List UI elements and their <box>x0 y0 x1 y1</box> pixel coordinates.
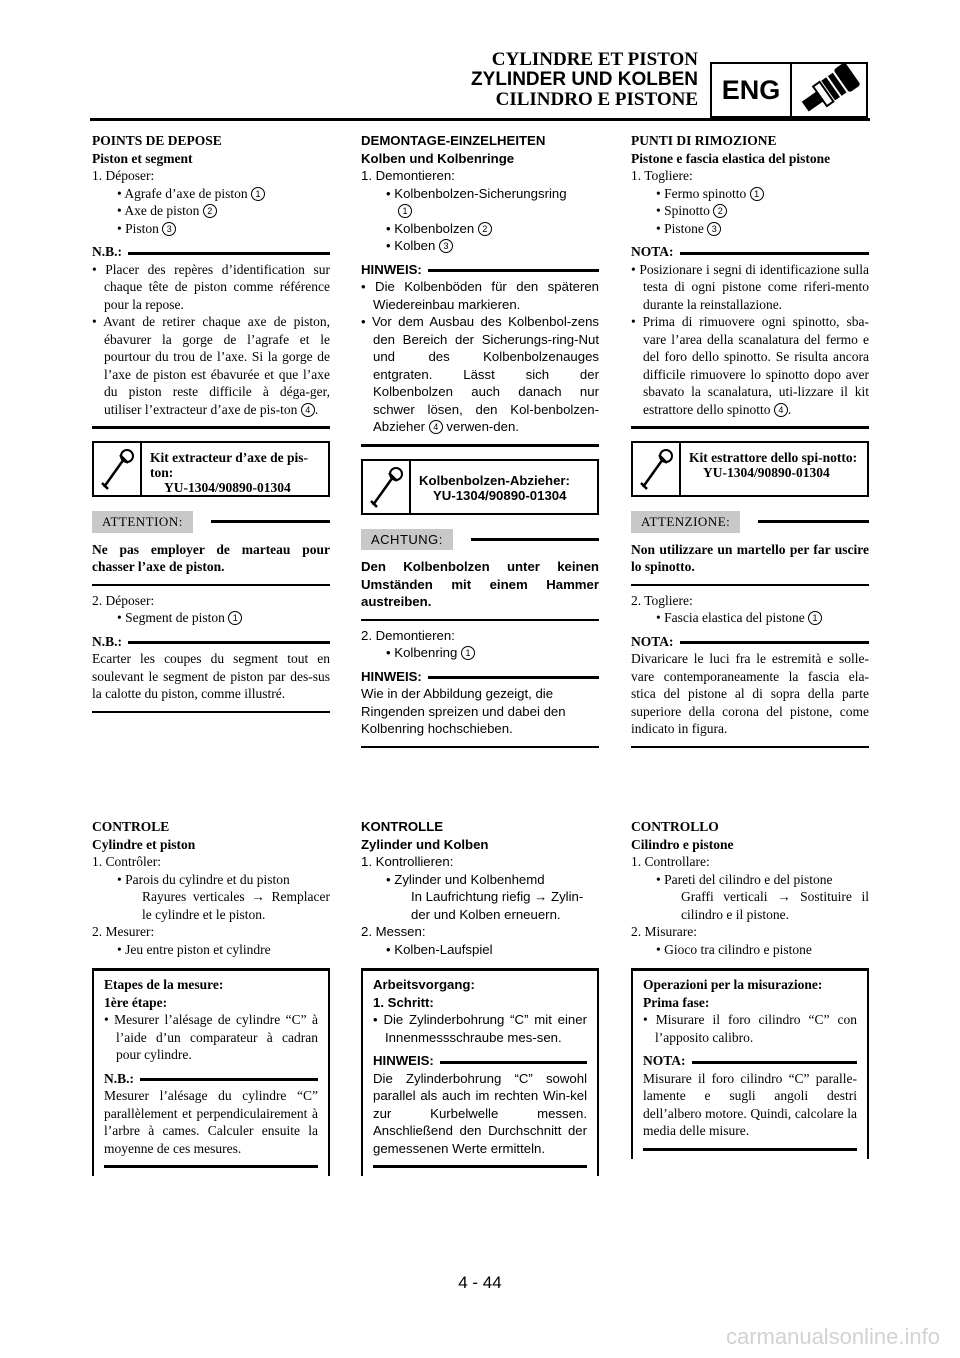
note-text: Mesurer l’alésage du cylindre “C” parallèlement et perpendiculairement à l’arbre à cames. Calculer ensuite la moyenne de ces mesures. <box>104 1088 318 1156</box>
section-subtitle: Pistone e fascia elastica del pistone <box>631 150 831 166</box>
note-label: NOTA: <box>631 633 674 649</box>
tool-part-number: YU-1304/90890-01304 <box>703 465 830 480</box>
section-subtitle: Kolben und Kolbenringe <box>361 150 515 166</box>
list-item-detail: In Laufrichtung riefig → Zylin-der und Kolben erneuern. <box>411 889 584 922</box>
caution-text: Ne pas employer de marteau pour chasser l’axe de piston. <box>92 541 330 574</box>
tool-name: Kit extracteur d’axe de pis-ton: <box>150 450 308 480</box>
procedure-box: Operazioni per la misurazione: Prima fase: • Misurare il foro cilindro “C” con l’apposito calibro. NOTA: Misurare il foro cilindro “C” paralle-lamente e sugli angoli destri dell’albero motore. Quindi, calcolare la media delle misure. <box>631 970 869 1159</box>
list-item: Segment de piston <box>125 610 225 625</box>
step-2: 2. Misurare: <box>631 924 697 939</box>
callout-2: 2 <box>478 222 492 236</box>
caution-header <box>361 529 599 551</box>
procedure-box: Arbeitsvorgang: 1. Schritt: • Die Zylinderbohrung “C” mit einer Innenmessschraube mes-sen. HINWEIS: Die Zylinderbohrung “C” sowohl parallel als auch im rechten Win-kel zur Kurbelwelle messen. Anschließend den Durchschnitt der gemessenen Werte ermitteln. <box>361 970 599 1176</box>
note-text: Posizionare i segni di identificazione sulla testa di ogni pistone come riferi-mento durante la reinstallazione. <box>639 261 869 312</box>
section-badge <box>710 62 868 118</box>
wrench-icon <box>633 443 681 495</box>
eng-label: ENG <box>712 64 792 116</box>
box-title: Etapes de la mesure: <box>104 977 224 992</box>
list-item: Pareti del cilindro e del pistone <box>664 871 833 887</box>
section-title: KONTROLLE <box>361 819 444 834</box>
column-de-removal: DEMONTAGE-EINZELHEITEN Kolben und Kolbenringe 1. Demontieren: • Kolbenbolzen-Sicherungsring 1 • Kolbenbolzen 2 • Kolben 3 HINWEIS: • Die Kolbenböden für den späteren Wiedereinbau markieren. • Vor dem Ausbau des Kolbenbol-zens den Bereich der Sicherungs-ring-Nut und des Kolbenbolzenauges entgraten. Lässt sich der Kolbenbolzen auch danach nur schwer lösen, den Kol-benbolzen-Abzieher 4 verwen-den. Kolbenbolzen-Abzieher: YU-1304/90890-01304 ACHTUNG: Den Kolbenbolzen unter keinen Umständen mit einem Hammer austreiben. 2. Demontieren: • Kolbenring 1 HINWEIS: Wie in der Abbildung gezeigt, die Ringenden spreizen und dabei den Kolbenring hochschieben. <box>361 132 599 754</box>
box-title: Operazioni per la misurazione: <box>643 977 823 992</box>
note-header <box>643 1052 857 1070</box>
note-text: Die Zylinderbohrung “C” sowohl parallel als auch im rechten Win-kel zur Kurbelwelle messen. Anschließend den Durchschnitt der gemessenen Werte ermitteln. <box>373 1070 587 1156</box>
step-2: 2. Mesurer: <box>92 924 155 939</box>
note-header <box>361 261 599 279</box>
section-title: PUNTI DI RIMOZIONE <box>631 133 777 148</box>
note-label: HINWEIS: <box>373 1053 434 1068</box>
title-de: ZYLINDER UND KOLBEN <box>471 69 698 90</box>
note-header <box>92 633 330 651</box>
note-text: Divaricare le luci fra le estremità e solle-vare contemporaneamente la fascia ela-stica del pistone al di sopra della parte superiore della corona del pistone, come indicato in figura. <box>631 651 869 736</box>
callout-2: 2 <box>203 204 217 218</box>
tool-part-number: YU-1304/90890-01304 <box>164 480 291 495</box>
header-rule <box>90 118 870 121</box>
title-it: CILINDRO E PISTONE <box>495 89 698 110</box>
callout-1: 1 <box>750 187 764 201</box>
section-subtitle: Piston et segment <box>92 150 193 166</box>
callout-4: 4 <box>301 403 315 417</box>
note-label: HINWEIS: <box>361 261 422 277</box>
box-subtitle: 1ère étape: <box>104 994 168 1010</box>
caution-header <box>92 511 330 533</box>
list-item: Gioco tra cilindro e pistone <box>664 941 812 957</box>
list-item-detail: Rayures verticales → Remplacer le cylindre et le piston. <box>142 889 330 922</box>
step-1: 1. Demontieren: <box>361 168 455 183</box>
wrench-icon <box>363 461 411 513</box>
wrench-icon <box>94 443 142 495</box>
title-fr: CYLINDRE ET PISTON <box>491 49 698 70</box>
section-title: CONTROLLO <box>631 819 719 834</box>
step-1: 1. Déposer: <box>92 168 155 183</box>
caution-badge: ACHTUNG: <box>361 529 453 551</box>
step-1: 1. Controllare: <box>631 854 710 869</box>
list-item: Spinotto <box>664 203 710 218</box>
callout-3: 3 <box>162 222 176 236</box>
step-2: 2. Demontieren: <box>361 627 455 643</box>
special-tool-box <box>361 459 599 515</box>
caution-header <box>631 511 869 533</box>
note-text: Placer des repères d’identification sur chaque tête de piston comme référence pour la repose. <box>104 261 330 312</box>
list-item: Jeu entre piston et cylindre <box>125 941 271 957</box>
note-text: Wie in der Abbildung gezeigt, die Ringenden spreizen und dabei den Kolbenring hochschieben. <box>361 686 566 736</box>
list-item: Kolben <box>394 238 436 253</box>
note-label: NOTA: <box>643 1053 686 1068</box>
list-item: Parois du cylindre et du piston <box>125 871 290 887</box>
list-item-detail: Graffi verticali → Sostituire il cilindro e il pistone. <box>681 889 869 922</box>
note-label: N.B.: <box>92 244 122 259</box>
column-de-inspection: KONTROLLE Zylinder und Kolben 1. Kontrollieren: • Zylinder und Kolbenhemd In Laufrichtung riefig → Zylin-der und Kolben erneuern. 2. Messen: • Kolben-Laufspiel Arbeitsvorgang: 1. Schritt: • Die Zylinderbohrung “C” mit einer Innenmessschraube mes-sen. HINWEIS: Die Zylinderbohrung “C” sowohl parallel als auch im rechten Win-kel zur Kurbelwelle messen. Anschließend den Durchschnitt der gemessenen Werte ermitteln. <box>361 818 599 1176</box>
note-header <box>361 668 599 686</box>
box-title: Arbeitsvorgang: <box>373 977 475 992</box>
section-title: DEMONTAGE-EINZELHEITEN <box>361 133 546 148</box>
callout-3: 3 <box>439 239 453 253</box>
note-label: NOTA: <box>631 244 674 259</box>
step-2: 2. Messen: <box>361 924 426 939</box>
caution-text: Non utilizzare un martello per far uscire lo spinotto. <box>631 541 869 574</box>
list-item: Pistone <box>664 220 704 236</box>
list-item: Zylinder und Kolbenhemd <box>394 871 545 887</box>
note-text: Ecarter les coupes du segment tout en soulevant le segment de piston par des-sus la calotte du piston, comme illustré. <box>92 651 330 701</box>
list-item: Fermo spinotto <box>664 185 747 201</box>
list-item: Kolbenring <box>394 645 458 660</box>
note-header <box>104 1070 318 1088</box>
section-title: CONTROLE <box>92 819 170 834</box>
note-text: Avant de retirer chaque axe de piston, ébavurer la gorge de l’agrafe et le pourtour du trou de l’axe. Si la gorge de l’axe de piston est ébavurée et que l’axe du piston reste difficile à déga-ger, utiliser l’extracteur d’axe de pis-ton <box>103 314 330 417</box>
list-item: Kolbenbolzen-Sicherungsring <box>394 185 567 201</box>
header-titles <box>471 50 698 110</box>
callout-3: 3 <box>707 222 721 236</box>
callout-1: 1 <box>251 187 265 201</box>
note-text: Die Kolbenböden für den späteren Wiedereinbau markieren. <box>373 279 599 312</box>
tool-name: Kolbenbolzen-Abzieher: <box>419 472 570 488</box>
list-item: Kolbenbolzen <box>394 220 475 236</box>
callout-4: 4 <box>774 403 788 417</box>
note-text: Misurare il foro cilindro “C” paralle-lamente e sugli angoli destri dell’albero motore. Quindi, calcolare la media delle misure. <box>643 1070 857 1138</box>
tool-part-number: YU-1304/90890-01304 <box>433 487 567 503</box>
box-text: Mesurer l’alésage de cylindre “C” à l’aide d’un comparateur à cadran pour cylindre. <box>114 1012 318 1062</box>
special-tool-box <box>92 441 330 497</box>
list-item: Fascia elastica del pistone <box>664 610 805 625</box>
step-1: 1. Contrôler: <box>92 854 161 869</box>
watermark: carmanualsonline.info <box>725 1324 940 1349</box>
section-subtitle: Cilindro e pistone <box>631 836 734 852</box>
box-subtitle: Prima fase: <box>643 994 710 1010</box>
special-tool-box <box>631 441 869 497</box>
column-fr-inspection: CONTROLE Cylindre et piston 1. Contrôler: • Parois du cylindre et du piston Rayures verticales → Remplacer le cylindre et le piston. 2. Mesurer: • Jeu entre piston et cylindre Etapes de la mesure: 1ère étape: • Mesurer l’alésage de cylindre “C” à l’aide d’un comparateur à cadran pour cylindre. N.B.: Mesurer l’alésage du cylindre “C” parallèlement et perpendiculairement à l’arbre à cames. Calculer ensuite la moyenne de ces mesures. <box>92 818 330 1176</box>
caution-badge: ATTENZIONE: <box>631 511 740 533</box>
callout-2: 2 <box>713 204 727 218</box>
column-fr-removal: POINTS DE DEPOSE Piston et segment 1. Déposer: • Agrafe d’axe de piston 1 • Axe de piston 2 • Piston 3 N.B.: • Placer des repères d’identification sur chaque tête de piston comme référence pour la repose. • Avant de retirer chaque axe de piston, ébavurer la gorge de l’agrafe et le pourtour du trou de l’axe. Si la gorge de l’axe de piston est ébavurée et que l’axe du piston reste difficile à déga-ger, utiliser l’extracteur d’axe de pis-ton 4 . Kit extracteur d’axe de pis-ton: YU-1304/90890-01304 ATTENTION: Ne pas employer de marteau pour chasser l’axe de piston. 2. Déposer: • Segment de piston 1 N.B.: Ecarter les coupes du segment tout en soulevant le segment de piston par des-sus la calotte du piston, comme illustré. <box>92 132 330 719</box>
engine-piston-icon <box>792 64 866 116</box>
note-label: HINWEIS: <box>361 668 422 684</box>
section-subtitle: Cylindre et piston <box>92 836 196 852</box>
procedure-box: Etapes de la mesure: 1ère étape: • Mesurer l’alésage de cylindre “C” à l’aide d’un comparateur à cadran pour cylindre. N.B.: Mesurer l’alésage du cylindre “C” parallèlement et perpendiculairement à l’arbre à cames. Calculer ensuite la moyenne de ces mesures. <box>92 970 330 1176</box>
step-1: 1. Togliere: <box>631 168 693 183</box>
note-label: N.B.: <box>104 1070 134 1086</box>
column-it-inspection: CONTROLLO Cilindro e pistone 1. Controllare: • Pareti del cilindro e del pistone Graffi verticali → Sostituire il cilindro e il pistone. 2. Misurare: • Gioco tra cilindro e pistone Operazioni per la misurazione: Prima fase: • Misurare il foro cilindro “C” con l’apposito calibro. NOTA: Misurare il foro cilindro “C” paralle-lamente e sugli angoli destri dell’albero motore. Quindi, calcolare la media delle misure. <box>631 818 869 1159</box>
section-subtitle: Zylinder und Kolben <box>361 836 489 852</box>
callout-4: 4 <box>429 420 443 434</box>
box-text: Die Zylinderbohrung “C” mit einer Innenmessschraube mes-sen. <box>383 1012 587 1045</box>
step-2: 2. Déposer: <box>92 592 155 608</box>
list-item: Agrafe d’axe de piston <box>124 185 248 201</box>
list-item: Piston <box>125 220 159 236</box>
callout-1: 1 <box>808 611 822 625</box>
list-item: Kolben-Laufspiel <box>394 941 493 957</box>
note-label: N.B.: <box>92 633 122 649</box>
step-1: 1. Kontrollieren: <box>361 854 454 869</box>
callout-1: 1 <box>461 646 475 660</box>
note-text: Vor dem Ausbau des Kolbenbol-zens den Bereich der Sicherungs-ring-Nut und des Kolbenbolzenauges entgraten. Lässt sich der Kolbenbolzen auch danach nur schwer lösen, den Kol-benbolzen-Abzieher <box>371 314 599 434</box>
box-text: Misurare il foro cilindro “C” con l’apposito calibro. <box>655 1012 857 1045</box>
note-text-end: verwen-den. <box>446 419 519 434</box>
section-title: POINTS DE DEPOSE <box>92 133 222 148</box>
page-number: 4 - 44 <box>458 1273 502 1292</box>
caution-text: Den Kolbenbolzen unter keinen Umständen mit einem Hammer austreiben. <box>361 559 599 609</box>
note-header <box>92 243 330 261</box>
note-header <box>631 243 869 261</box>
step-2: 2. Togliere: <box>631 592 693 608</box>
callout-1: 1 <box>228 611 242 625</box>
tool-name: Kit estrattore dello spi-notto: <box>689 450 858 465</box>
caution-badge: ATTENTION: <box>92 511 193 533</box>
callout-1: 1 <box>398 204 412 218</box>
note-text: Prima di rimuovere ogni spinotto, sba-vare l’area della scanalatura del fermo e del foro dello spinotto. Se risulta ancora difficile rimuovere lo spinotto dopo aver sbavato la scanalatura, uti-lizzare il kit estrattore dello spinotto <box>642 314 869 417</box>
note-header <box>373 1052 587 1070</box>
note-header <box>631 633 869 651</box>
list-item: Axe de piston <box>124 203 200 218</box>
column-it-removal: PUNTI DI RIMOZIONE Pistone e fascia elastica del pistone 1. Togliere: • Fermo spinotto 1 • Spinotto 2 • Pistone 3 NOTA: • Posizionare i segni di identificazione sulla testa di ogni pistone come riferi-mento durante la reinstallazione. • Prima di rimuovere ogni spinotto, sba-vare l’area della scanalatura del fermo e del foro dello spinotto. Se risulta ancora difficile rimuovere lo spinotto dopo aver sbavato la scanalatura, uti-lizzare il kit estrattore dello spinotto 4 . Kit estrattore dello spi-notto: YU-1304/90890-01304 ATTENZIONE: Non utilizzare un martello per far uscire lo spinotto. 2. Togliere: • Fascia elastica del pistone 1 NOTA: Divaricare le luci fra le estremità e solle-vare contemporaneamente la fascia ela-stica del pistone al di sopra della parte superiore della corona del pistone, come indicato in figura. <box>631 132 869 754</box>
box-subtitle: 1. Schritt: <box>373 994 434 1010</box>
